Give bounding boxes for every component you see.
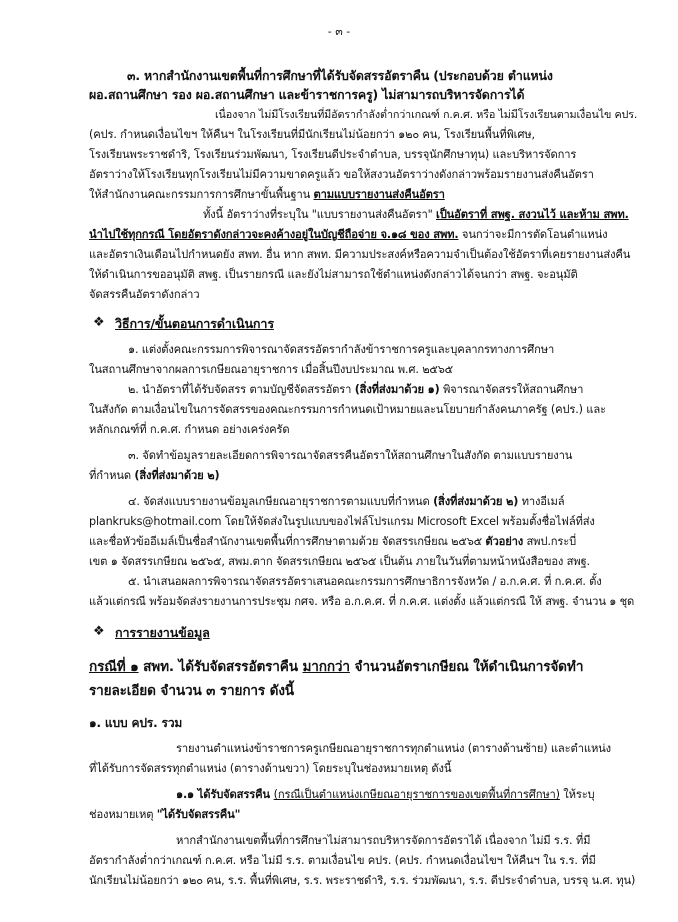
case1-heading-line2: รายละเอียด จำนวน ๓ รายการ ดังนี้ — [89, 683, 294, 699]
para-line: ๓. จัดทำข้อมูลรายละเอียดการพิจารณาจัดสรรคืนอัตราให้สถานศึกษาในสังกัด ตามแบบรายงาน — [128, 449, 573, 462]
case-label: กรณีที่ ๑ — [89, 659, 139, 675]
emphasis-span: (สิ่งที่ส่งมาด้วย ๑) — [354, 383, 440, 396]
page-number: - ๓ - — [327, 25, 351, 38]
text-span: ที่กำหนด — [89, 469, 135, 482]
emphasis-span: "ได้รับจัดสรรคืน" — [156, 808, 241, 821]
para-line: หลักเกณฑ์ที่ ก.ค.ศ. กำหนด อย่างเคร่งครัด — [89, 423, 290, 436]
para-line: plankruks@hotmail.com โดยให้จัดส่งในรูปแบบของไฟล์โปรแกรม Microsoft Excel พร้อมตั้งชื่อไฟล์ที่ส่ง — [89, 515, 595, 528]
text-span: ๔. จัดส่งแบบรายงานข้อมูลเกษียณอายุราชการตามแบบที่กำหนด — [128, 495, 434, 508]
text-span: พิจารณาจัดสรรให้สถานศึกษา — [439, 383, 584, 396]
emphasis-span: นำไปใช้ทุกกรณี โดยอัตราดังกล่าวจะคงค้างอยู่ในบัญชีถือจ่าย จ.๑๘ ของ สพท. — [89, 228, 459, 241]
para-line: เขต ๑ จัดสรรเกษียณ ๒๕๖๕, สพม.ตาก จัดสรรเกษียณ ๒๕๖๕ เป็นต้น ภายในวันที่ตามหน้าหนังสือของ สพฐ. — [89, 555, 590, 568]
case1-heading-line1 — [89, 656, 583, 678]
para-line: (คปร. กำหนดเงื่อนไขฯ ให้คืนฯ ในโรงเรียนที่มีนักเรียนไม่น้อยกว่า ๑๒๐ คน, โรงเรียนพื้นที่พิเศษ, — [89, 128, 535, 141]
item3-heading-line1: ๓. หากสำนักงานเขตพื้นที่การศึกษาที่ได้รับจัดสรรอัตราคืน (ประกอบด้วย ตำแหน่ง — [127, 68, 553, 83]
item3-heading-line2: ผอ.สถานศึกษา รอง ผอ.สถานศึกษา และข้าราชการครู) ไม่สามารถบริหารจัดการได้ — [89, 87, 525, 102]
para-line — [176, 786, 595, 804]
para-line — [128, 381, 583, 399]
text-span: ให้ระบุ — [559, 788, 595, 801]
para-line: โรงเรียนพระราชดำริ, โรงเรียนร่วมพัฒนา, โรงเรียนดีประจำตำบล, บรรจุนักศึกษาทุน) และบริหารจัดการ — [89, 148, 577, 161]
para-line — [89, 533, 576, 551]
text-span: ให้สำนักงานคณะกรรมการการศึกษาขั้นพื้นฐาน — [89, 188, 314, 201]
bullet-icon: ❖ — [93, 624, 105, 639]
para-line: และอัตราเงินเดือนไปกำหนดยัง สพท. อื่น หาก สพท. มีความประสงค์หรือความจำเป็นต้องใช้อัตราที่เคยรายงานส่งคืน — [89, 248, 631, 261]
para-line: ๕. นำเสนอผลการพิจารณาจัดสรรอัตราเสนอคณะกรรมการศึกษาธิการจังหวัด / อ.ก.ค.ศ. ที่ ก.ค.ศ. ตั้ง — [128, 575, 602, 588]
bullet-icon: ❖ — [93, 315, 105, 330]
para-line: เนื่องจาก ไม่มีโรงเรียนที่มีอัตรากำลังต่ำกว่าเกณฑ์ ก.ค.ศ. หรือ ไม่มีโรงเรียนตามเงื่อนไข คปร. — [215, 108, 638, 121]
section-heading-reporting: การรายงานข้อมูล — [115, 625, 210, 640]
emphasis-span: ตามแบบรายงานส่งคืนอัตรา — [313, 188, 445, 201]
para-line: ในสถานศึกษาจากผลการเกษียณอายุราชการ เมื่อสิ้นปีงบประมาณ พ.ศ. ๒๕๖๕ — [89, 363, 454, 376]
text-span: และชื่อหัวข้ออีเมล์เป็นชื่อสำนักงานเขตพื้นที่การศึกษาตามด้วย จัดสรรเกษียณ ๒๕๖๕ — [89, 535, 486, 548]
emphasis-span: เป็นอัตราที่ สพฐ. สงวนไว้ และห้าม สพท. — [436, 208, 629, 221]
para-line: นักเรียนไม่น้อยกว่า ๑๒๐ คน, ร.ร. พื้นที่พิเศษ, ร.ร. พระราชดำริ, ร.ร. ร่วมพัฒนา, ร.ร. ดีประจำตำบล, บรรจุ น.ศ. ทุน) — [89, 874, 636, 887]
emphasis-span: (สิ่งที่ส่งมาด้วย ๒) — [134, 469, 220, 482]
text-span: ทางอีเมล์ — [518, 495, 565, 508]
para-line — [203, 206, 629, 224]
para-line: แล้วแต่กรณี พร้อมจัดส่งรายงานการประชุม กศจ. หรือ อ.ก.ค.ศ. ที่ ก.ค.ศ. แต่งตั้ง แล้วแต่กรณี ให้ สพฐ. จำนวน ๑ ชุด — [89, 595, 635, 608]
para-line: ในสังกัด ตามเงื่อนไขในการจัดสรรของคณะกรรมการกำหนดเป้าหมายและนโยบายกำลังคนภาครัฐ (คปร.) และ — [89, 403, 606, 416]
text-span: สพท. ได้รับจัดสรรอัตราคืน — [138, 659, 303, 675]
page-right-margin — [670, 0, 678, 922]
para-line: อัตรากำลังต่ำกว่าเกณฑ์ ก.ค.ศ. หรือ ไม่มี ร.ร. ตามเงื่อนไข คปร. (คปร. กำหนดเงื่อนไขฯ ให้คืนฯ ใน ร.ร. ที่มี — [89, 854, 596, 867]
para-line — [128, 493, 564, 511]
emphasis-span: มากกว่า — [302, 659, 350, 675]
para-line: ให้ดำเนินการขออนุมัติ สพฐ. เป็นรายกรณี และยังไม่สามารถใช้ตำแหน่งดังกล่าวได้จนกว่า สพฐ. จะอนุมัติ — [89, 268, 578, 281]
underline-span: (กรณีเป็นตำแหน่งเกษียณอายุราชการของเขตพื้นที่การศึกษา) — [273, 788, 560, 801]
emphasis-span: ตัวอย่าง — [485, 535, 524, 548]
para-line: อัตราว่างให้โรงเรียนทุกโรงเรียนไม่มีความขาดครูแล้ว ขอให้สงวนอัตราว่างดังกล่าวพร้อมรายงานส่งคืนอัตรา — [89, 168, 594, 181]
para-line — [89, 467, 220, 485]
section-heading-procedures: วิธีการ/ขั้นตอนการดำเนินการ — [115, 316, 274, 331]
para-line: ที่ได้รับการจัดสรรทุกตำแหน่ง (ตารางด้านขวา) โดยระบุในช่องหมายเหตุ ดังนี้ — [89, 762, 452, 775]
subheading-kpr-total: ๑. แบบ คปร. รวม — [89, 716, 183, 730]
para-line: จัดสรรคืนอัตราดังกล่าว — [89, 288, 200, 301]
emphasis-span: (สิ่งที่ส่งมาด้วย ๒) — [433, 495, 519, 508]
emphasis-span: ๑.๑ ได้รับจัดสรรคืน — [176, 788, 274, 801]
text-span: สพป.กระบี่ — [523, 535, 577, 548]
para-line: ๑. แต่งตั้งคณะกรรมการพิจารณาจัดสรรอัตรากำลังข้าราชการครูและบุคลากรทางการศึกษา — [128, 343, 555, 356]
text-span: ช่องหมายเหตุ — [89, 808, 157, 821]
para-line — [89, 226, 607, 244]
text-span: จำนวนอัตราเกษียณ ให้ดำเนินการจัดทำ — [349, 659, 584, 675]
text-span: ๒. นำอัตราที่ได้รับจัดสรร ตามบัญชีจัดสรรอัตรา — [128, 383, 355, 396]
para-line: หากสำนักงานเขตพื้นที่การศึกษาไม่สามารถบริหารจัดการอัตราได้ เนื่องจาก ไม่มี ร.ร. ที่มี — [176, 834, 591, 847]
text-span: จนกว่าจะมีการตัดโอนตำแหน่ง — [458, 228, 608, 241]
para-line: รายงานตำแหน่งข้าราชการครูเกษียณอายุราชการทุกตำแหน่ง (ตารางด้านซ้าย) และตำแหน่ง — [176, 742, 611, 755]
para-line — [89, 186, 445, 204]
text-span: ทั้งนี้ อัตราว่างที่ระบุใน "แบบรายงานส่งคืนอัตรา" — [203, 208, 437, 221]
para-line — [89, 806, 240, 824]
